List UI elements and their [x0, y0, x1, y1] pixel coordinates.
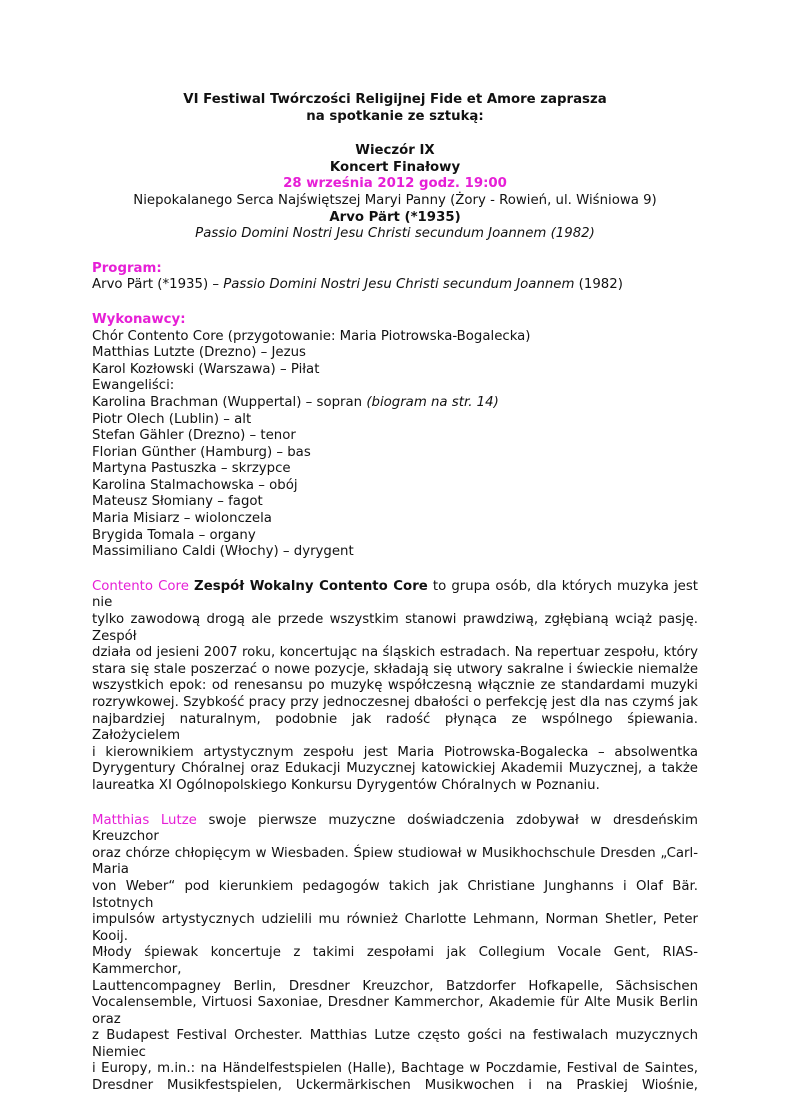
contento-core-bold-name: Zespół Wokalny Contento Core — [194, 578, 428, 594]
bio-line: Vocalensemble, Virtuosi Saxoniae, Dresdner Kammerchor, Akademie für Alte Musik Berlin oraz — [92, 995, 698, 1027]
performer-item: Matthias Lutzte (Drezno) – Jezus — [92, 345, 306, 361]
performer-item: Piotr Olech (Lublin) – alt — [92, 411, 252, 427]
bio-line: rozrywkowej. Szybkość pracy przy jednoczesnej dbałości o perfekcję jest dla nas czymś jak — [92, 695, 698, 710]
performer-item: Massimiliano Caldi (Włochy) – dyrygent — [92, 544, 354, 560]
bio-line: Młody śpiewak koncertuje z takimi zespołami jak Collegium Vocale Gent, RIAS-Kammerchor, — [92, 945, 698, 977]
bio-line: Lauttencompagney Berlin, Dresdner Kreuzchor, Batzdorfer Hofkapelle, Sächsischen — [92, 978, 698, 994]
invitation-title — [92, 92, 698, 125]
event-venue: Niepokalanego Serca Najświętszej Maryi Panny (Żory - Rowień, ul. Wiśniowa 9) — [133, 192, 657, 208]
evangelists-label: Ewangeliści: — [92, 378, 175, 394]
program-heading: Program: — [92, 260, 162, 276]
concert-label: Koncert Finałowy — [329, 159, 461, 175]
bio-line: z Budapest Festival Orchester. Matthias Lutze często gości na festiwalach muzycznych Niemiec — [92, 1028, 698, 1060]
event-date: 28 września 2012 godz. 19:00 — [283, 176, 507, 192]
performer-item — [92, 395, 698, 412]
performer-item: Stefan Gähler (Drezno) – tenor — [92, 428, 296, 444]
performers-heading: Wykonawcy: — [92, 311, 186, 327]
performer-item: Karolina Stalmachowska – obój — [92, 477, 298, 493]
program-item — [92, 277, 698, 294]
bio-line: najbardziej naturalnym, podobnie jak radość płynąca ze wspólnego śpiewania. Założycielem — [92, 711, 698, 744]
lutze-name: Matthias Lutze — [92, 812, 197, 828]
performer-item: Karol Kozłowski (Warszawa) – Piłat — [92, 361, 320, 377]
performer-item: Martyna Pastuszka – skrzypce — [92, 461, 291, 477]
program-section — [92, 261, 698, 294]
bio-line: działa od jesieni 2007 roku, koncertując na śląskich estradach. Na repertuar zespołu, który — [92, 645, 698, 661]
bio-line: Dresdner Musikfestspielen, Uckermärkischen Musikwochen i na Praskiej Wiośnie, — [92, 1078, 698, 1094]
bio-line: Matthias Lutze swoje pierwsze muzyczne doświadczenia zdobywał w dresdeńskim Kreuzchor — [92, 812, 698, 845]
bio-line: stara się stale poszerzać o nowe pozycje, składają się utwory sakralne i świeckie niemalże — [92, 661, 698, 677]
performers-section — [92, 312, 698, 561]
performer-choir: Chór Contento Core (przygotowanie: Maria Piotrowska-Bogalecka) — [92, 328, 531, 344]
event-details — [92, 143, 698, 243]
event-composer: Arvo Pärt (*1935) — [329, 209, 461, 225]
bio-line: tylko zawodową drogą ale przede wszystkim stanowi prawdziwą, zgłębianą wciąż pasję. Zespół — [92, 612, 698, 644]
contento-core-name: Contento Core — [92, 578, 189, 594]
performer-soprano: Karolina Brachman (Wuppertal) – sopran — [92, 394, 367, 410]
event-work: Passio Domini Nostri Jesu Christi secundum Joannem (1982) — [195, 226, 595, 242]
bio-line: von Weber“ pod kierunkiem pedagogów takich jak Christiane Junghanns i Olaf Bär. Istotnych — [92, 878, 698, 911]
bio-line: Dyrygentury Chóralnej oraz Edukacji Muzycznej katowickiej Akademii Muzycznej, a także — [92, 761, 698, 777]
program-year: (1982) — [574, 277, 623, 293]
bio-line: Contento Core Zespół Wokalny Contento Core to grupa osób, dla których muzyka jest nie — [92, 578, 698, 611]
program-composer: Arvo Pärt (*1935) – — [92, 277, 224, 293]
performer-item: Maria Misiarz – wiolonczela — [92, 511, 272, 527]
bio-line: impulsów artystycznych udzielili mu również Charlotte Lehmann, Norman Shetler, Peter Kooij. — [92, 912, 698, 944]
evening-label: Wieczór IX — [355, 143, 435, 159]
biography-note: (biogram na str. 14) — [366, 394, 499, 410]
bio-line: laureatka XI Ogólnopolskiego Konkursu Dyrygentów Chóralnych w Poznaniu. — [92, 777, 600, 793]
matthias-lutze-bio — [92, 813, 698, 1095]
bio-line: i kierownikiem artystycznym zespołu jest Maria Piotrowska-Bogalecka – absolwentka — [92, 744, 698, 760]
performer-item: Florian Günther (Hamburg) – bas — [92, 444, 311, 460]
title-line-1: VI Festiwal Twórczości Religijnej Fide et Amore zaprasza — [183, 92, 607, 107]
bio-line: oraz chórze chłopięcym w Wiesbaden. Śpiew studiował w Musikhochschule Dresden „Carl-Maria — [92, 845, 698, 878]
contento-core-bio — [92, 579, 698, 795]
performer-item: Brygida Tomala – organy — [92, 527, 256, 543]
bio-line: i Europy, m.in.: na Händelfestspielen (Halle), Bachtage w Poczdamie, Festival de Saintes, — [92, 1061, 698, 1077]
document-page — [92, 92, 698, 1095]
performer-item: Mateusz Słomiany – fagot — [92, 494, 263, 510]
program-work: Passio Domini Nostri Jesu Christi secundum Joannem — [223, 277, 575, 293]
bio-line: wszystkich epok: od renesansu po muzykę współczesną włącznie ze standardami muzyki — [92, 678, 698, 694]
title-line-2: na spotkanie ze sztuką: — [306, 108, 484, 124]
